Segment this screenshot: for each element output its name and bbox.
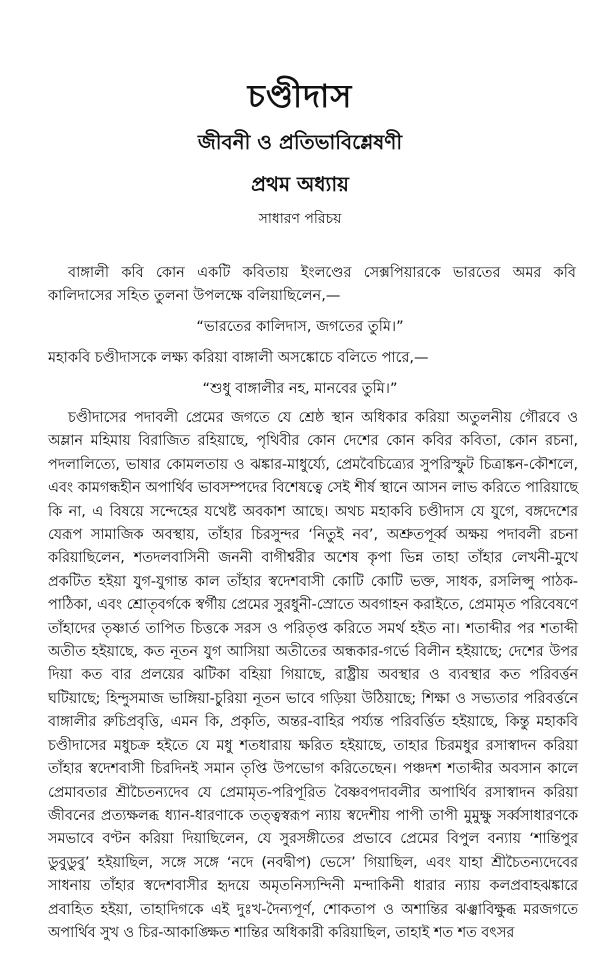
quote-chandidas: “শুধু বাঙ্গালীর নহ, মানবের তুমি।”: [202, 381, 398, 397]
intro-paragraph: বাঙ্গালী কবি কোন একটি কবিতায় ইংলণ্ডের সেক্সপিয়ারকে ভারতের অমর কবি কালিদাসের সহিত তুলনা উপলক্ষে বলিয়াছিলেন,—: [48, 265, 576, 304]
intro-paragraph-2: মহাকবি চণ্ডীদাসকে লক্ষ্য করিয়া বাঙ্গালী অসঙ্কোচে বলিতে পারে,—: [48, 350, 429, 366]
quote-kalidas: “ভারতের কালিদাস, জগতের তুমি।”: [196, 319, 404, 335]
intro-paragraph-block: [48, 262, 576, 308]
page-title: চণ্ডীদাস: [247, 77, 353, 115]
page-subtitle: জীবনী ও প্রতিভাবিশ্লেষণী: [197, 130, 403, 154]
main-paragraph: চণ্ডীদাসের পদাবলী প্রেমের জগতে যে শ্রেষ্ঠ স্থান অধিকার করিয়া অতুলনীয় গৌরবে ও অম্লান মহিমায় বিরাজিত রহিয়াছে, পৃথিবীর কোন দেশের কোন কবির কবিতা, কোন রচনা, পদলালিত্যে, ভাষার কোমলতায় ও ঝঙ্কার-মাধুর্য্যে, প্রেমবৈচিত্র্যের সুপরিস্ফুট চিত্রাঙ্কন-কৌশলে, এবং কামগন্ধহীন অপার্থিব ভাবসম্পদের বিশেষত্বে সেই শীর্ষ স্থানে আসন লাভ করিতে পারিয়াছে কি না, এ বিষয়ে সন্দেহের যথেষ্ট অবকাশ আছে। অথচ মহাকবি চণ্ডীদাস যে যুগে, বঙ্গদেশের যেরূপ সামাজিক অবস্থায়, তাঁহার চিরসুন্দর ‘নিতুই নব’, অশ্রুতপূর্ব্ব অক্ষয় পদাবলী রচনা করিয়াছিলেন, শতদলবাসিনী জননী বাগীশ্বরীর অশেষ কৃপা ভিন্ন তাহা তাঁহার লেখনী-মুখে প্রকটিত হইয়া যুগ-যুগান্ত কাল তাঁহার স্বদেশবাসী কোটি কোটি ভক্ত, সাধক, রসলিপ্সু পাঠক-পাঠিকা, এবং শ্রোতৃবর্গকে স্বর্গীয় প্রেমের সুরধুনী-স্রোতে অবগাহন করাইতে, প্রেমামৃত পরিবেষণে তাঁহাদের তৃষ্ণার্ত তাপিত চিত্তকে সরস ও পরিতৃপ্ত করিতে সমর্থ হইত না। শতাব্দীর পর শতাব্দী অতীত হইয়াছে, কত নূতন যুগ আসিয়া অতীতের অন্ধকার-গর্ভে বিলীন হইয়াছে; দেশের উপর দিয়া কত বার প্রলয়ের ঝটিকা বহিয়া গিয়াছে, রাষ্ট্রীয় অবস্থার ও ব্যবস্থার কত পরিবর্ত্তন ঘটিয়াছে; হিন্দুসমাজ ভাঙ্গিয়া-চুরিয়া নূতন ভাবে গড়িয়া উঠিয়াছে; শিক্ষা ও সভ্যতার পরিবর্ত্তনে বাঙ্গালীর রুচিপ্রবৃত্তি, এমন কি, প্রকৃতি, অন্তর-বাহির পর্য্যন্ত পরিবর্ত্তিত হইয়াছে, কিন্তু মহাকবি চণ্ডীদাসের মধুচক্র হইতে যে মধু শতধারায় ক্ষরিত হইয়াছে, তাহার চিরমধুর রসাস্বাদন করিয়া তাঁহার স্বদেশবাসী চিরদিনই সমান তৃপ্তি উপভোগ করিতেছেন। পঞ্চদশ শতাব্দীর অবসান কালে প্রেমাবতার শ্রীচৈতন্যদেব যে প্রেমামৃত-পরিপূরিত বৈষ্ণবপদাবলীর অপার্থিব রসাস্বাদন করিয়া জীবনের প্রত্যক্ষলব্ধ ধ্যান-ধারণাকে তত্ত্বস্বরূপ ন্যায় স্বদেশীয় পাপী তাপী মুমুক্ষু সর্ব্বসাধারণকে সমভাবে বণ্টন করিয়া দিয়াছিলেন, যে সুরসঙ্গীতের প্রভাবে প্রেমের বিপুল বন্যায় ‘শান্তিপুর ডুবুডুবু’ হইয়াছিল, সঙ্গে সঙ্গে ‘নদে (নবদ্বীপ) ভেসে’ গিয়াছিল, এবং যাহা শ্রীচৈতন্যদেবের সাধনায় তাঁহার স্বদেশবাসীর হৃদয়ে অমৃতনিস্যন্দিনী মন্দাকিনী ধারার ন্যায় কলপ্রবাহঝঙ্কারে প্রবাহিত হইয়া, তাহাদিগকে এই দুঃখ-দৈন্যপূর্ণ, শোকতাপ ও অশান্তির ঝঞ্ঝাবিক্ষুব্ধ মরজগতে অপার্থিব সুখ ও চির-আকাঙ্ক্ষিত শান্তির অধিকারী করিয়াছিল, তাহাই শত শত বৎসর: [48, 410, 578, 941]
section-heading: সাধারণ পরিচয়: [258, 211, 342, 227]
chapter-heading: প্রথম অধ্যায়: [251, 172, 349, 196]
